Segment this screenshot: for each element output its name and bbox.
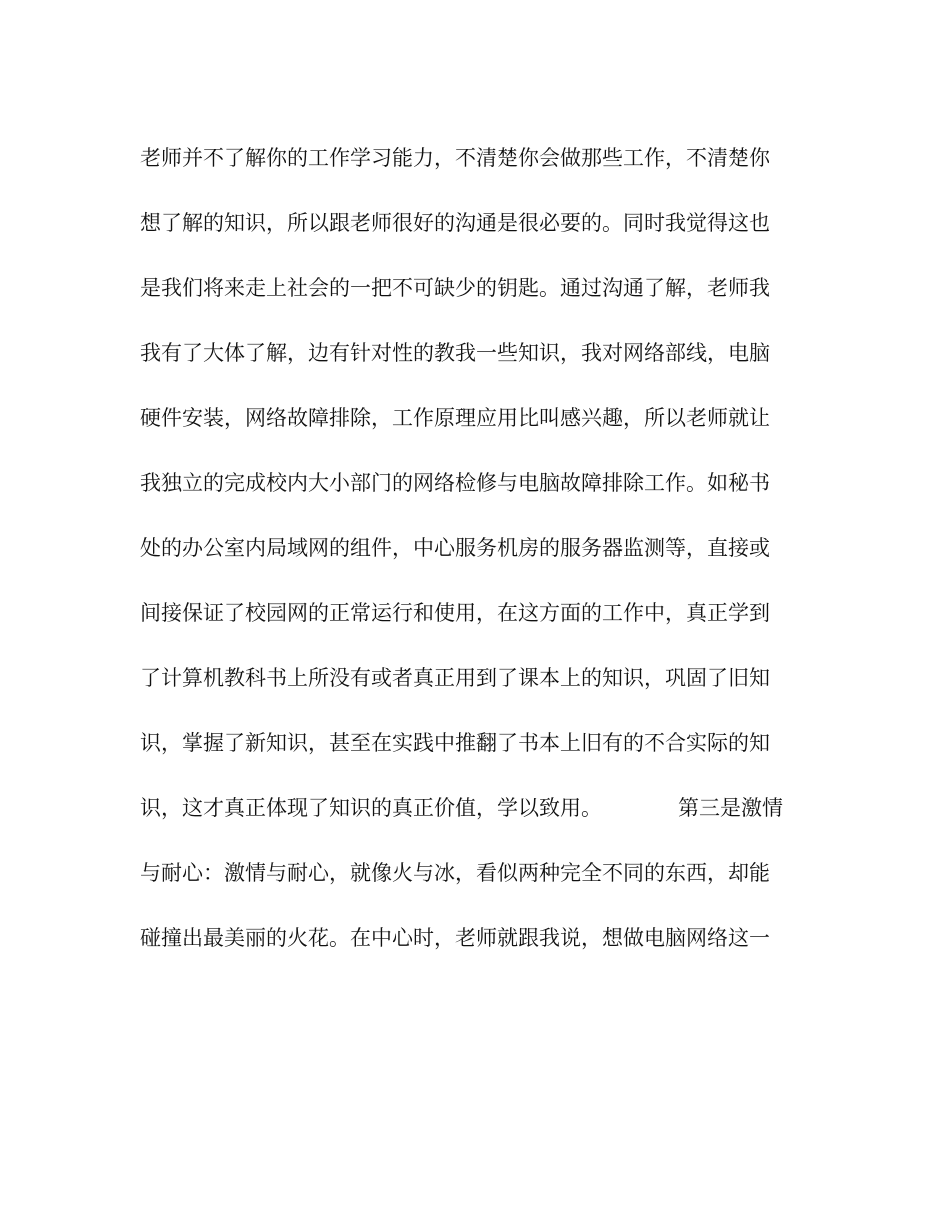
text-line-2: 想了解的知识，所以跟老师很好的沟通是很必要的。同时我觉得这也	[140, 211, 770, 235]
text-line-12: 与耐心：激情与耐心，就像火与冰，看似两种完全不同的东西，却能	[140, 861, 770, 885]
text-line-3: 是我们将来走上社会的一把不可缺少的钥匙。通过沟通了解，老师我	[140, 276, 770, 300]
text-line-11-tail: 第三是激情	[678, 796, 783, 820]
text-line-10: 识，掌握了新知识，甚至在实践中推翻了书本上旧有的不合实际的知	[140, 731, 770, 755]
text-line-11	[140, 788, 810, 853]
text-line-1: 老师并不了解你的工作学习能力，不清楚你会做那些工作，不清楚你	[140, 146, 770, 170]
text-line-7: 处的办公室内局域网的组件，中心服务机房的服务器监测等，直接或	[140, 536, 770, 560]
text-line-4: 我有了大体了解，边有针对性的教我一些知识，我对网络部线，电脑	[140, 341, 770, 365]
text-line-9: 了计算机教科书上所没有或者真正用到了课本上的知识，巩固了旧知	[140, 666, 770, 690]
text-line-11-start: 识，这才真正体现了知识的真正价值，学以致用。	[140, 796, 602, 820]
text-line-5: 硬件安装，网络故障排除，工作原理应用比叫感兴趣，所以老师就让	[140, 406, 770, 430]
text-line-13: 碰撞出最美丽的火花。在中心时，老师就跟我说，想做电脑网络这一	[140, 926, 770, 950]
text-line-8: 间接保证了校园网的正常运行和使用，在这方面的工作中，真正学到	[140, 601, 770, 625]
body-text	[140, 138, 810, 983]
text-line-6: 我独立的完成校内大小部门的网络检修与电脑故障排除工作。如秘书	[140, 471, 770, 495]
